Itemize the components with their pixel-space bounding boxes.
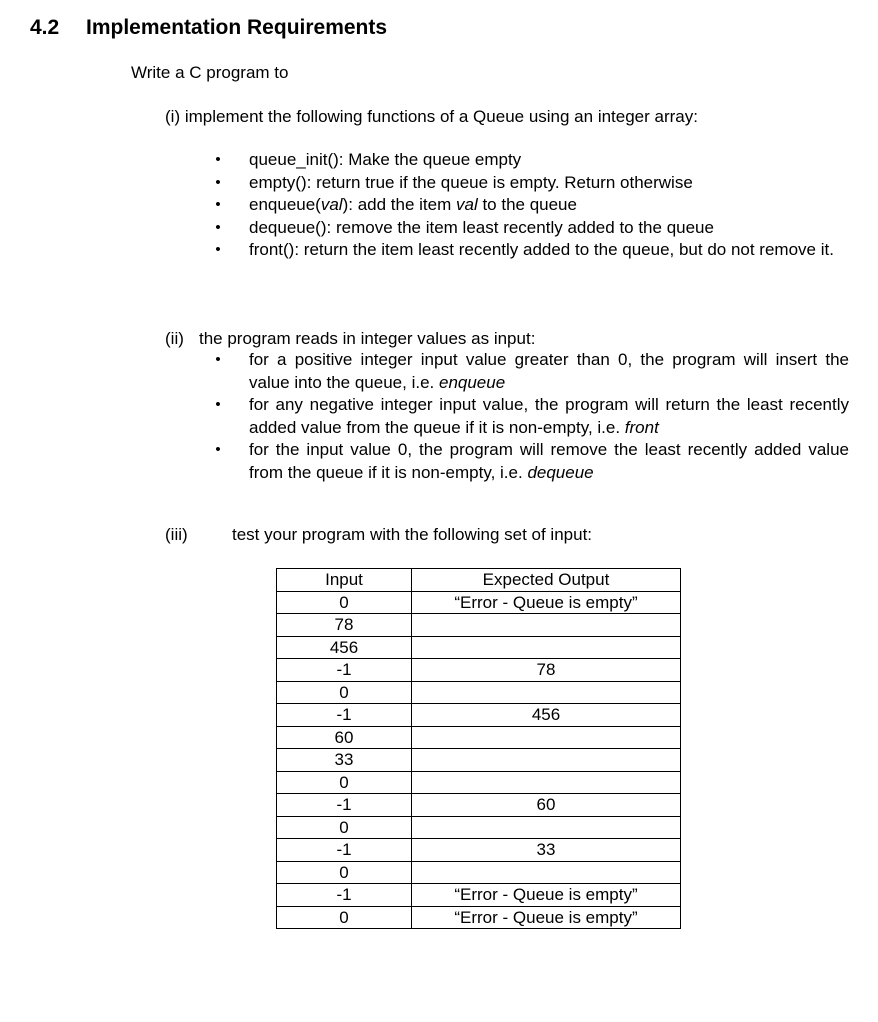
table-row [277,704,681,727]
output-cell [412,749,681,772]
table-row [277,861,681,884]
input-cell: -1 [277,659,412,682]
table-row [277,726,681,749]
output-cell [412,614,681,637]
table-row [277,591,681,614]
output-cell: 456 [412,704,681,727]
input-cell: 0 [277,816,412,839]
section-number: 4.2 [30,16,60,39]
section-title: Implementation Requirements [86,16,388,39]
input-cell: 60 [277,726,412,749]
output-cell [412,816,681,839]
list-item: • for any negative integer input value, the program will return the least recently added value from the queue if it is non-empty, i.e. front [212,394,849,439]
output-cell: 33 [412,839,681,862]
input-cell: 0 [277,771,412,794]
table-row [277,659,681,682]
part-i-text: implement the following functions of a Queue using an integer array: [184,107,698,126]
input-column-header: Input [277,569,412,592]
table-row [277,839,681,862]
table-row [277,681,681,704]
table-row [277,771,681,794]
output-cell: 60 [412,794,681,817]
output-cell: “Error - Queue is empty” [412,906,681,929]
bullet-icon: • [215,351,221,368]
part-ii-label: (ii) [165,329,184,348]
output-cell [412,636,681,659]
list-item: • queue_init(): Make the queue empty [212,149,849,172]
bullet-icon: • [215,396,221,413]
table-row [277,749,681,772]
input-cell: 0 [277,906,412,929]
test-table [276,568,681,929]
input-rules-list [212,349,849,484]
table-row [277,794,681,817]
table-row [277,906,681,929]
intro-text: Write a C program to [131,63,289,82]
table-row [277,884,681,907]
table-row [277,816,681,839]
bullet-icon: • [215,196,221,213]
output-cell [412,771,681,794]
table-header-row [277,569,681,592]
input-cell: -1 [277,884,412,907]
part-i-heading [165,107,698,127]
output-column-header: Expected Output [412,569,681,592]
input-cell: -1 [277,704,412,727]
input-cell: 0 [277,861,412,884]
table-row [277,636,681,659]
input-cell: 33 [277,749,412,772]
output-cell: 78 [412,659,681,682]
input-cell: -1 [277,839,412,862]
list-item: • for a positive integer input value greater than 0, the program will insert the value into the queue, i.e. enqueue [212,349,849,394]
list-item: • dequeue(): remove the item least recently added to the queue [212,217,849,240]
part-ii-heading [165,329,535,349]
part-iii-heading [165,525,592,545]
output-cell: “Error - Queue is empty” [412,884,681,907]
bullet-icon: • [215,441,221,458]
input-cell: 78 [277,614,412,637]
output-cell [412,861,681,884]
output-cell [412,726,681,749]
list-item: • enqueue(val): add the item val to the queue [212,194,849,217]
bullet-icon: • [215,151,221,168]
bullet-icon: • [215,173,221,191]
output-cell [412,681,681,704]
bullet-icon: • [215,241,221,258]
function-list [212,149,849,262]
list-item: • empty(): return true if the queue is empty. Return otherwise [212,172,849,195]
input-cell: 0 [277,591,412,614]
list-item: • for the input value 0, the program will remove the least recently added value from the queue if it is non-empty, i.e. dequeue [212,439,849,484]
input-cell: 456 [277,636,412,659]
input-cell: -1 [277,794,412,817]
part-iii-text: test your program with the following set of input: [232,525,593,544]
part-i-label: (i) [165,107,181,126]
input-cell: 0 [277,681,412,704]
part-iii-label: (iii) [165,525,188,544]
list-item: • front(): return the item least recently added to the queue, but do not remove it. [212,239,849,262]
table-row [277,614,681,637]
part-ii-text: the program reads in integer values as input: [199,329,536,348]
section-heading [30,16,387,40]
bullet-icon: • [215,218,221,236]
output-cell: “Error - Queue is empty” [412,591,681,614]
